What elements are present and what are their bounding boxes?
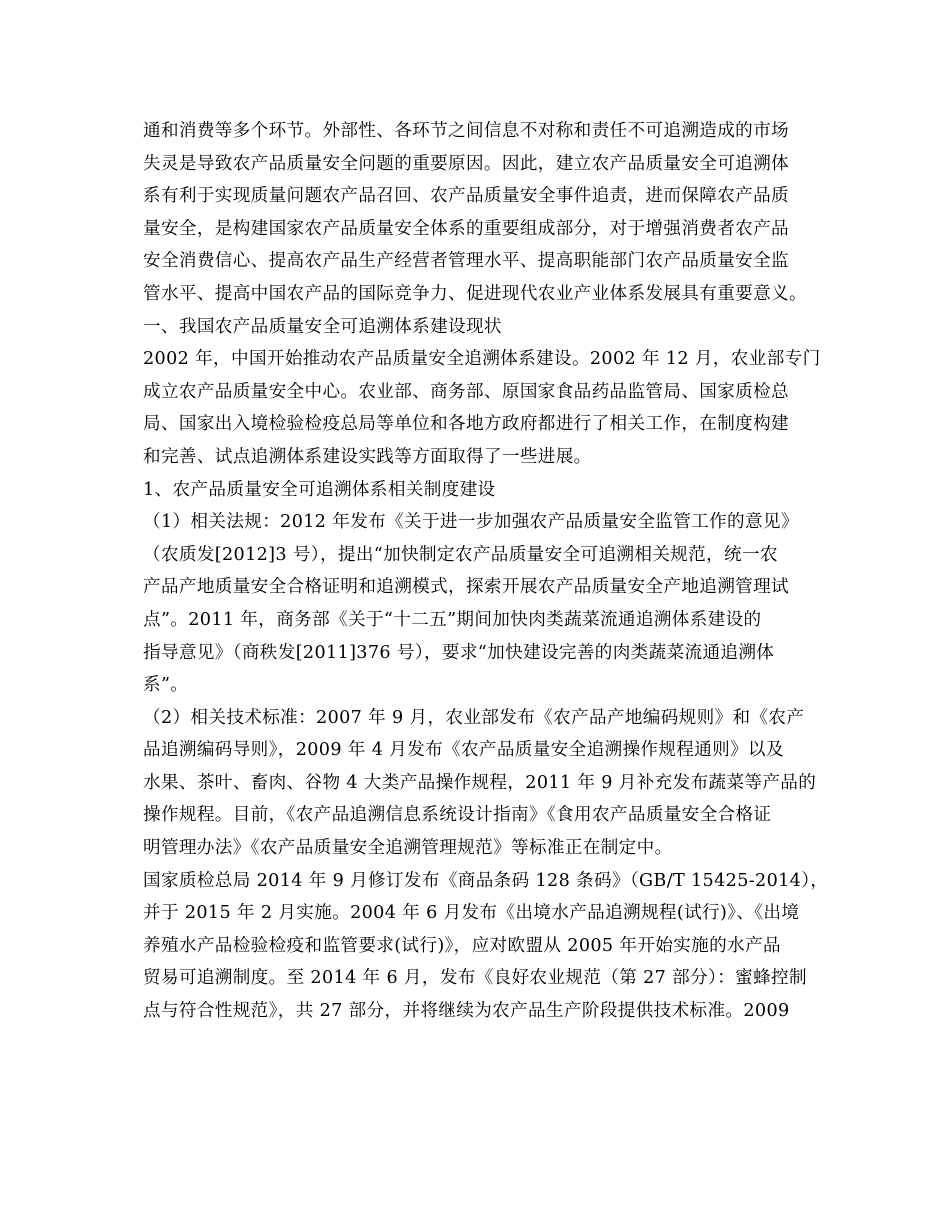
- paragraph-line: 操作规程。目前，《农产品追溯信息系统设计指南》《食用农产品质量安全合格证: [143, 805, 772, 826]
- paragraph-line: 产品产地质量安全合格证明和追溯模式，探索开展农产品质量安全产地追溯管理试: [143, 577, 789, 598]
- paragraph-line: 水果、茶叶、畜肉、谷物 4 大类产品操作规程，2011 年 9 月补充发布蔬菜等产品的: [143, 772, 817, 793]
- paragraph-line: （2）相关技术标准：2007 年 9 月，农业部发布《农产品产地编码规则》和《农产: [143, 707, 805, 728]
- paragraph-line: （1）相关法规：2012 年发布《关于进一步加强农产品质量安全监管工作的意见》: [143, 512, 799, 533]
- paragraph-line: 2002 年，中国开始推动农产品质量安全追溯体系建设。2002 年 12 月，农业部专门: [143, 349, 821, 370]
- paragraph-line: 系有利于实现质量问题农产品召回、农产品质量安全事件追责，进而保障农产品质: [143, 186, 789, 207]
- paragraph-line: 并于 2015 年 2 月实施。2004 年 6 月发布《出境水产品追溯规程(试行)》、《出境: [143, 903, 800, 924]
- paragraph-line: 点”。2011 年，商务部《关于“十二五”期间加快肉类蔬菜流通追溯体系建设的: [143, 609, 762, 630]
- paragraph-line: 系”。: [143, 675, 189, 696]
- paragraph-line: 局、国家出入境检验检疫总局等单位和各地方政府都进行了相关工作，在制度构建: [143, 414, 789, 435]
- paragraph-line: 品追溯编码导则》，2009 年 4 月发布《农产品质量安全追溯操作规程通则》以及: [143, 740, 784, 761]
- paragraph-line: 贸易可追溯制度。至 2014 年 6 月，发布《良好农业规范（第 27 部分）：蜜蜂控制: [143, 968, 807, 989]
- paragraph-line: 失灵是导致农产品质量安全问题的重要原因。因此，建立农产品质量安全可追溯体: [143, 153, 789, 174]
- paragraph-line: 管水平、提高中国农产品的国际竞争力、促进现代农业产业体系发展具有重要意义。: [143, 283, 807, 304]
- paragraph-line: 指导意见》（商秩发[2011]376 号），要求“加快建设完善的肉类蔬菜流通追溯体: [143, 642, 775, 663]
- paragraph-line: 通和消费等多个环节。外部性、各环节之间信息不对称和责任不可追溯造成的市场: [143, 121, 789, 141]
- paragraph-line: 安全消费信心、提高农产品生产经营者管理水平、提高职能部门农产品质量安全监: [143, 251, 789, 272]
- paragraph-line: （农质发[2012]3 号），提出“加快制定农产品质量安全可追溯相关规范，统一农: [143, 544, 778, 565]
- document-body: [143, 115, 843, 1028]
- paragraph-line: 和完善、试点追溯体系建设实践等方面取得了一些进展。: [143, 446, 592, 467]
- paragraph-line: 明管理办法》《农产品质量安全追溯管理规范》等标准正在制定中。: [143, 838, 673, 859]
- paragraph-line: 成立农产品质量安全中心。农业部、商务部、原国家食品药品监管局、国家质检总: [143, 381, 789, 402]
- subsection-heading: 1、农产品质量安全可追溯体系相关制度建设: [143, 479, 496, 500]
- paragraph-line: 国家质检总局 2014 年 9 月修订发布《商品条码 128 条码》（GB/T 15425-2014），: [143, 870, 829, 891]
- section-heading: 一、我国农产品质量安全可追溯体系建设现状: [143, 316, 502, 337]
- paragraph-line: 量安全，是构建国家农产品质量安全体系的重要组成部分，对于增强消费者农产品: [143, 218, 789, 239]
- paragraph-line: 点与符合性规范》，共 27 部分，并将继续为农产品生产阶段提供技术标准。2009: [143, 1001, 790, 1022]
- paragraph-line: 养殖水产品检验检疫和监管要求(试行)》，应对欧盟从 2005 年开始实施的水产品: [143, 935, 781, 956]
